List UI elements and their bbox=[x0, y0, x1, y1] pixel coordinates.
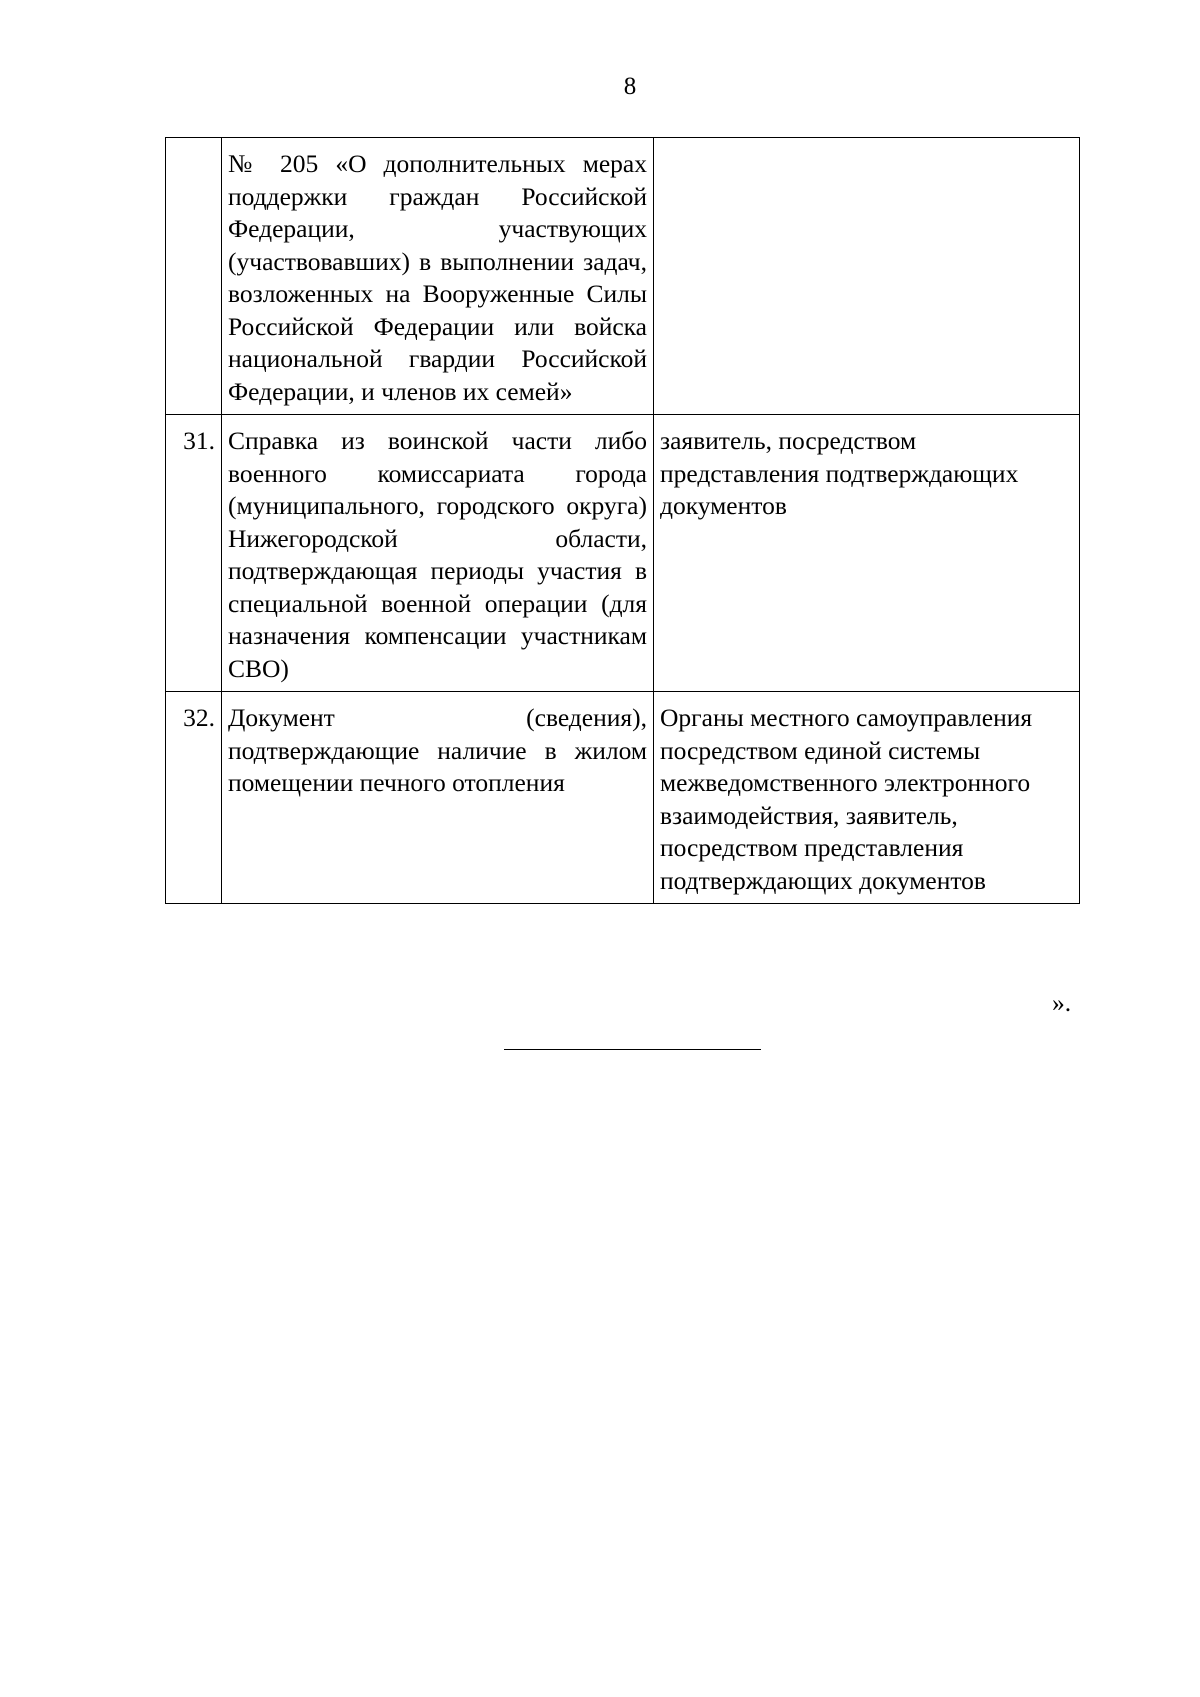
table-row bbox=[166, 138, 1080, 415]
table-row bbox=[166, 692, 1080, 904]
document-source-cell: Органы местного самоуправления посредством единой системы межведомственного электронного взаимодействия, заявитель, посредством представления подтверждающих документов bbox=[654, 692, 1080, 904]
document-source-cell bbox=[654, 138, 1080, 415]
row-number: 31. bbox=[166, 415, 222, 692]
closing-quote: ». bbox=[1052, 988, 1072, 1017]
row-number: 32. bbox=[166, 692, 222, 904]
table-row bbox=[166, 415, 1080, 692]
document-source-cell: заявитель, посредством представления подтверждающих документов bbox=[654, 415, 1080, 692]
document-name-cell: Документ (сведения), подтверждающие наличие в жилом помещении печного отопления bbox=[222, 692, 654, 904]
page-number: 8 bbox=[623, 73, 637, 100]
document-name-cell: Справка из воинской части либо военного комиссариата города (муниципального, городского округа) Нижегородской области, подтверждающая периоды участия в специальной военной операции (для назначения компенсации участникам СВО) bbox=[222, 415, 654, 692]
document-name-cell: № 205 «О дополнительных мерах поддержки граждан Российской Федерации, участвующих (участвовавших) в выполнении задач, возложенных на Вооруженные Силы Российской Федерации или войска национальной гвардии Российской Федерации, и членов их семей» bbox=[222, 138, 654, 415]
end-divider-line bbox=[504, 1049, 761, 1050]
row-number bbox=[166, 138, 222, 415]
documents-table bbox=[165, 137, 1080, 904]
